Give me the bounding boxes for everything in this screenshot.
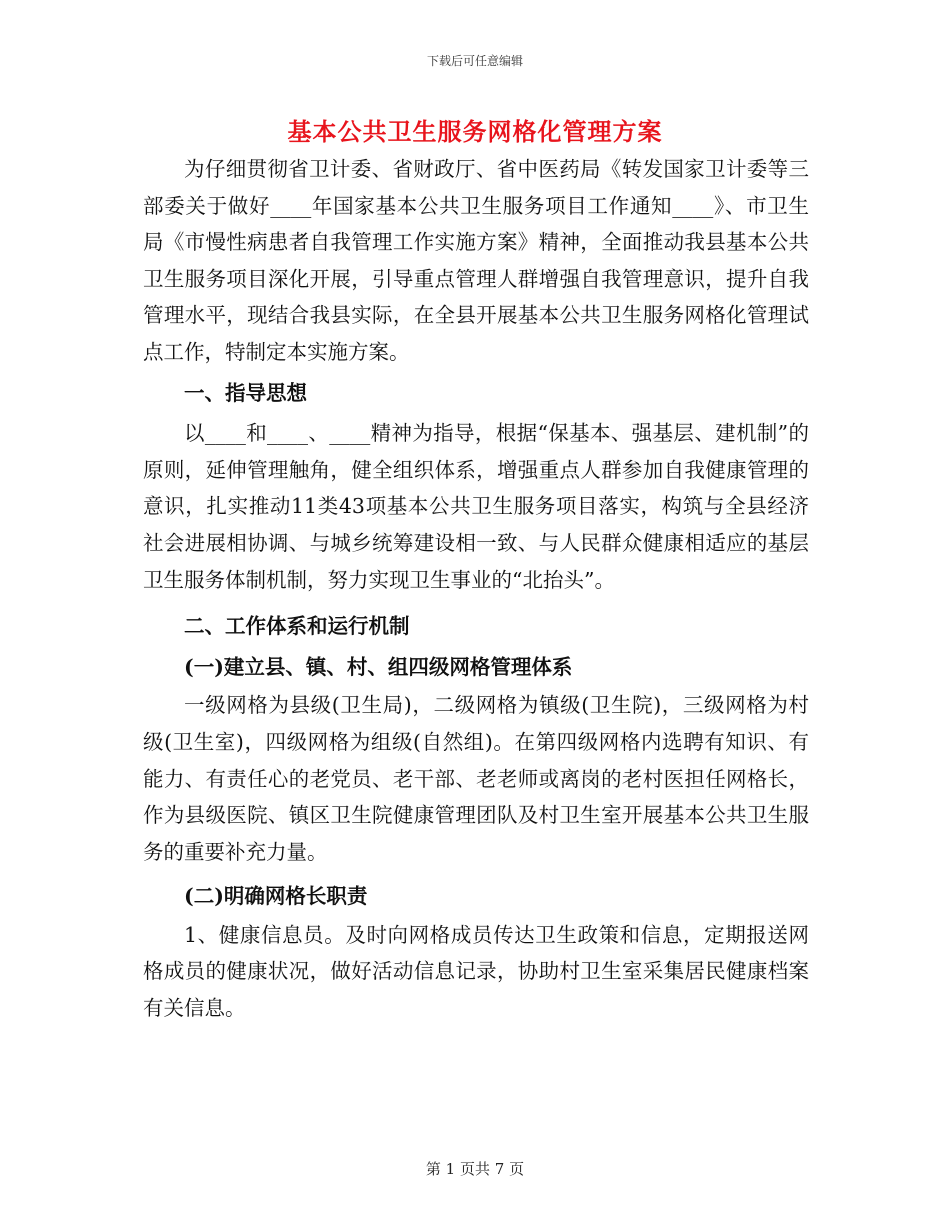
document-body [143,151,809,1027]
intro-paragraph: 为仔细贯彻省卫计委、省财政厅、省中医药局《转发国家卫计委等三部委关于做好____年国家基本公共卫生服务项目工作通知____》、市卫生局《市慢性病患者自我管理工作实施方案》精神，全面推动我县基本公共卫生服务项目深化开展，引导重点管理人群增强自我管理意识，提升自我管理水平，现结合我县实际，在全县开展基本公共卫生服务网格化管理试点工作，特制定本实施方案。 [143,157,809,364]
subsection-heading-grid-system: (一)建立县、镇、村、组四级网格管理体系 [184,654,573,679]
page-header: 下载后可任意编辑 [426,54,523,68]
duty-item-paragraph: 1、健康信息员。及时向网格成员传达卫生政策和信息，定期报送网格成员的健康状况，做好活动信息记录，协助村卫生室采集居民健康档案有关信息。 [143,922,809,1021]
section-heading-guiding-ideology: 一、指导思想 [184,380,307,405]
page-footer: 第 1 页共 7 页 [425,1160,525,1178]
document-title: 基本公共卫生服务网格化管理方案 [287,117,663,146]
grid-system-paragraph: 一级网格为县级(卫生局)，二级网格为镇级(卫生院)，三级网格为村级(卫生室)，四级网格为组级(自然组)。在第四级网格内选聘有知识、有能力、有责任心的老党员、老干部、老老师或离岗的老村医担任网格长，作为县级医院、镇区卫生院健康管理团队及村卫生室开展基本公共卫生服务的重要补充力量。 [143,693,809,864]
subsection-heading-grid-leader-duties: (二)明确网格长职责 [184,884,368,909]
guiding-ideology-paragraph: 以____和____、____精神为指导，根据“保基本、强基层、建机制”的原则，延伸管理触角，健全组织体系，增强重点人群参加自我健康管理的意识，扎实推动11类43项基本公共卫生服务项目落实，构筑与全县经济社会进展相协调、与城乡统筹建设相一致、与人民群众健康相适应的基层卫生服务体制机制，努力实现卫生事业的“北抬头”。 [143,421,809,592]
section-heading-work-system: 二、工作体系和运行机制 [184,614,410,639]
